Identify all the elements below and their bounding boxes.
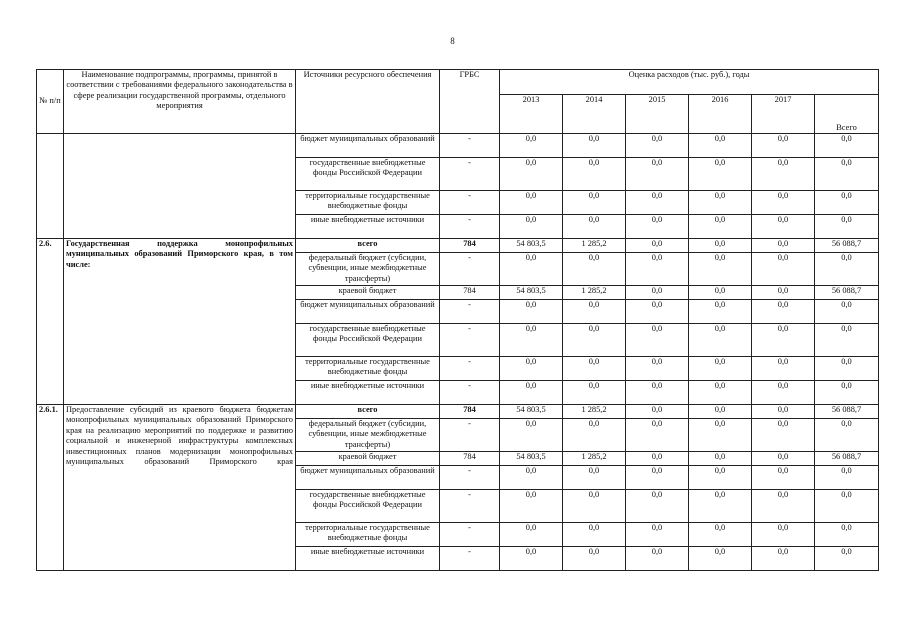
funding-source: иные внебюджетные источники <box>296 547 440 571</box>
funding-source: бюджет муниципальных образований <box>296 134 440 158</box>
funding-source: территориальные государственные внебюджетные фонды <box>296 357 440 381</box>
value-year: 0,0 <box>752 191 815 215</box>
grbs-code: - <box>440 523 500 547</box>
value-total: 0,0 <box>815 547 879 571</box>
value-year: 0,0 <box>563 523 626 547</box>
value-year: 0,0 <box>563 419 626 452</box>
value-total: 0,0 <box>815 300 879 324</box>
grbs-code: - <box>440 547 500 571</box>
value-year: 1 285,2 <box>563 239 626 253</box>
value-year: 0,0 <box>752 452 815 466</box>
header-estimate: Оценка расходов (тыс. руб.), годы <box>500 70 879 95</box>
value-year: 0,0 <box>689 324 752 357</box>
value-year: 0,0 <box>752 215 815 239</box>
value-year: 0,0 <box>689 158 752 191</box>
value-year: 0,0 <box>563 547 626 571</box>
value-year: 0,0 <box>689 452 752 466</box>
value-year: 0,0 <box>563 300 626 324</box>
value-total: 56 088,7 <box>815 286 879 300</box>
value-year: 0,0 <box>626 253 689 286</box>
value-year: 0,0 <box>626 419 689 452</box>
header-year: 2015 <box>626 95 689 108</box>
value-total: 56 088,7 <box>815 239 879 253</box>
value-year: 0,0 <box>626 239 689 253</box>
value-year: 0,0 <box>500 419 563 452</box>
budget-table <box>36 69 879 571</box>
funding-source: иные внебюджетные источники <box>296 215 440 239</box>
value-total: 0,0 <box>815 490 879 523</box>
header-name: Наименование подпрограммы, программы, принятой в соответствии с требованиями федерального законодательства в сфере реализации государственной программы, отдельного мероприятия <box>64 70 296 134</box>
value-year: 0,0 <box>752 357 815 381</box>
item-name <box>64 134 296 239</box>
grbs-code: 784 <box>440 452 500 466</box>
funding-source: государственные внебюджетные фонды Российской Федерации <box>296 324 440 357</box>
value-year: 0,0 <box>689 215 752 239</box>
value-year: 0,0 <box>626 547 689 571</box>
value-year: 0,0 <box>563 215 626 239</box>
header-year: 2016 <box>689 95 752 108</box>
value-year: 0,0 <box>689 300 752 324</box>
value-year: 0,0 <box>689 405 752 419</box>
grbs-code: - <box>440 324 500 357</box>
value-year: 0,0 <box>689 239 752 253</box>
value-total: 0,0 <box>815 253 879 286</box>
value-total: 0,0 <box>815 215 879 239</box>
row-number <box>37 134 64 239</box>
funding-source: территориальные государственные внебюджетные фонды <box>296 191 440 215</box>
value-total: 0,0 <box>815 191 879 215</box>
value-year: 0,0 <box>500 253 563 286</box>
item-name: Государственная поддержка монопрофильных муниципальных образований Приморского края, в том числе: <box>64 239 296 405</box>
value-year: 0,0 <box>500 324 563 357</box>
value-year: 0,0 <box>500 381 563 405</box>
value-year: 0,0 <box>752 490 815 523</box>
row-number: 2.6.1. <box>37 405 64 571</box>
funding-source: иные внебюджетные источники <box>296 381 440 405</box>
page-number: 8 <box>450 36 455 46</box>
value-year: 0,0 <box>752 158 815 191</box>
value-year: 0,0 <box>626 191 689 215</box>
row-number: 2.6. <box>37 239 64 405</box>
value-year: 54 803,5 <box>500 239 563 253</box>
value-year: 0,0 <box>500 215 563 239</box>
value-year: 0,0 <box>626 452 689 466</box>
value-total: 0,0 <box>815 523 879 547</box>
value-year: 0,0 <box>500 357 563 381</box>
value-year: 54 803,5 <box>500 286 563 300</box>
value-year: 0,0 <box>626 134 689 158</box>
grbs-code: - <box>440 381 500 405</box>
value-year: 0,0 <box>500 158 563 191</box>
header-total: Всего <box>815 95 879 134</box>
value-year: 0,0 <box>689 523 752 547</box>
value-year: 0,0 <box>689 286 752 300</box>
value-year: 0,0 <box>500 547 563 571</box>
value-total: 56 088,7 <box>815 452 879 466</box>
table-row <box>37 239 879 253</box>
value-total: 56 088,7 <box>815 405 879 419</box>
value-year: 0,0 <box>626 466 689 490</box>
value-year: 0,0 <box>752 405 815 419</box>
value-total: 0,0 <box>815 158 879 191</box>
funding-source: государственные внебюджетные фонды Российской Федерации <box>296 158 440 191</box>
value-year: 0,0 <box>500 191 563 215</box>
value-year: 1 285,2 <box>563 405 626 419</box>
value-year: 0,0 <box>689 357 752 381</box>
value-year: 0,0 <box>626 324 689 357</box>
value-year: 0,0 <box>626 490 689 523</box>
value-year: 0,0 <box>689 547 752 571</box>
value-year: 0,0 <box>563 381 626 405</box>
grbs-code: 784 <box>440 239 500 253</box>
value-total: 0,0 <box>815 324 879 357</box>
grbs-code: 784 <box>440 405 500 419</box>
grbs-code: - <box>440 158 500 191</box>
grbs-code: - <box>440 134 500 158</box>
value-year: 0,0 <box>752 466 815 490</box>
value-year: 0,0 <box>752 286 815 300</box>
value-year: 0,0 <box>689 490 752 523</box>
value-year: 0,0 <box>752 253 815 286</box>
value-year: 0,0 <box>752 300 815 324</box>
value-year: 0,0 <box>626 158 689 191</box>
value-year: 54 803,5 <box>500 452 563 466</box>
value-year: 0,0 <box>752 381 815 405</box>
value-year: 0,0 <box>752 523 815 547</box>
value-year: 1 285,2 <box>563 452 626 466</box>
table-header <box>37 70 879 134</box>
grbs-code: - <box>440 300 500 324</box>
grbs-code: - <box>440 419 500 452</box>
header-sources: Источники ресурсного обеспечения <box>296 70 440 134</box>
value-year: 0,0 <box>626 381 689 405</box>
value-year: 0,0 <box>500 300 563 324</box>
value-year: 0,0 <box>500 134 563 158</box>
value-year: 0,0 <box>563 191 626 215</box>
funding-source: бюджет муниципальных образований <box>296 300 440 324</box>
value-year: 0,0 <box>563 158 626 191</box>
table-row <box>37 134 879 158</box>
item-name: Предоставление субсидий из краевого бюджета бюджетам монопрофильных муниципальных образований Приморского края на реализацию мероприятий по поддержке и развитию социальной и инженерной инфраструктуры комплексных инвестиционных планов модернизации монопрофильных муниципальных образований Приморского края <box>64 405 296 571</box>
value-year: 0,0 <box>626 357 689 381</box>
value-year: 0,0 <box>689 191 752 215</box>
funding-source: всего <box>296 239 440 253</box>
funding-source: краевой бюджет <box>296 452 440 466</box>
value-year: 0,0 <box>689 134 752 158</box>
value-year: 0,0 <box>752 239 815 253</box>
table-row <box>37 405 879 419</box>
value-year: 0,0 <box>563 134 626 158</box>
value-total: 0,0 <box>815 381 879 405</box>
value-year: 0,0 <box>689 419 752 452</box>
header-grbs: ГРБС <box>440 70 500 134</box>
grbs-code: - <box>440 490 500 523</box>
value-year: 0,0 <box>752 419 815 452</box>
header-year: 2017 <box>752 95 815 108</box>
grbs-code: - <box>440 191 500 215</box>
grbs-code: - <box>440 466 500 490</box>
table-body <box>37 134 879 571</box>
value-year: 54 803,5 <box>500 405 563 419</box>
funding-source: государственные внебюджетные фонды Российской Федерации <box>296 490 440 523</box>
value-total: 0,0 <box>815 134 879 158</box>
value-total: 0,0 <box>815 466 879 490</box>
value-year: 0,0 <box>500 466 563 490</box>
value-total: 0,0 <box>815 357 879 381</box>
value-year: 0,0 <box>752 134 815 158</box>
value-year: 0,0 <box>626 286 689 300</box>
value-year: 0,0 <box>563 357 626 381</box>
funding-source: бюджет муниципальных образований <box>296 466 440 490</box>
header-num: № п/п <box>37 70 64 134</box>
grbs-code: 784 <box>440 286 500 300</box>
value-year: 0,0 <box>752 547 815 571</box>
funding-source: федеральный бюджет (субсидии, субвенции, иные межбюджетные трансферты) <box>296 253 440 286</box>
value-total: 0,0 <box>815 419 879 452</box>
value-year: 0,0 <box>689 253 752 286</box>
value-year: 0,0 <box>500 523 563 547</box>
grbs-code: - <box>440 215 500 239</box>
value-year: 0,0 <box>626 523 689 547</box>
value-year: 0,0 <box>563 490 626 523</box>
header-year: 2014 <box>563 95 626 108</box>
funding-source: всего <box>296 405 440 419</box>
value-year: 0,0 <box>752 324 815 357</box>
value-year: 0,0 <box>500 490 563 523</box>
value-year: 0,0 <box>626 300 689 324</box>
funding-source: краевой бюджет <box>296 286 440 300</box>
funding-source: федеральный бюджет (субсидии, субвенции, иные межбюджетные трансферты) <box>296 419 440 452</box>
value-year: 0,0 <box>689 381 752 405</box>
value-year: 0,0 <box>563 466 626 490</box>
value-year: 0,0 <box>563 253 626 286</box>
funding-source: территориальные государственные внебюджетные фонды <box>296 523 440 547</box>
value-year: 0,0 <box>626 215 689 239</box>
value-year: 0,0 <box>563 324 626 357</box>
grbs-code: - <box>440 253 500 286</box>
value-year: 0,0 <box>626 405 689 419</box>
header-year: 2013 <box>500 95 563 108</box>
grbs-code: - <box>440 357 500 381</box>
value-year: 0,0 <box>689 466 752 490</box>
value-year: 1 285,2 <box>563 286 626 300</box>
